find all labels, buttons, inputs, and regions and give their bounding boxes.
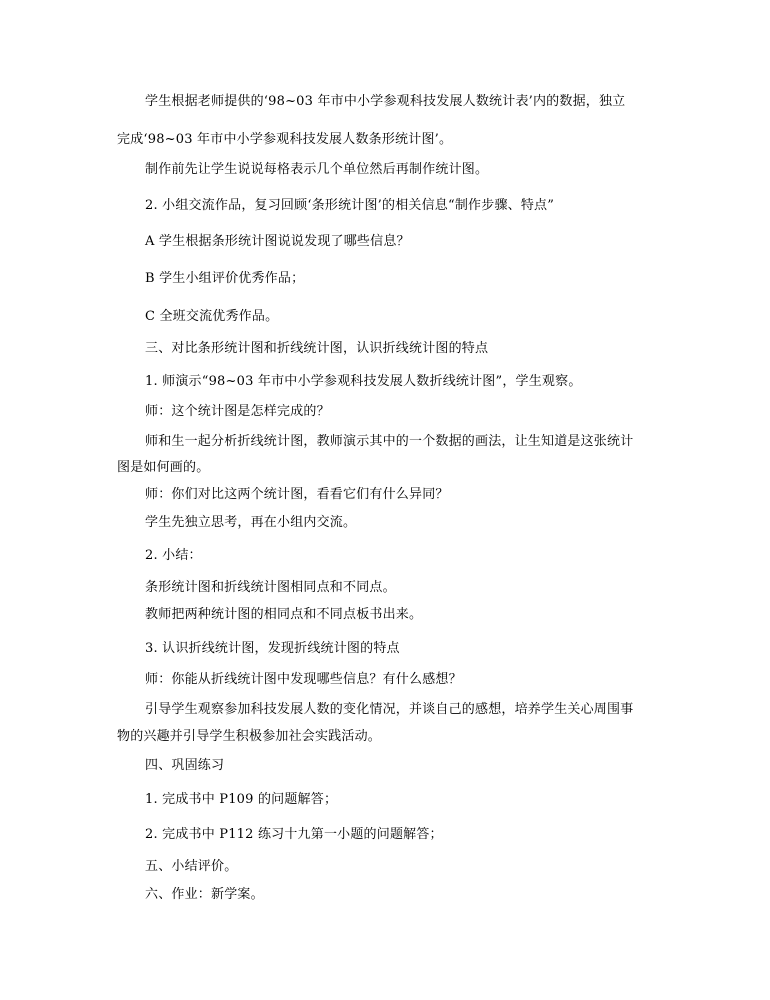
paragraph-line-17: 教师把两种统计图的相同点和不同点板书出来。 bbox=[145, 607, 423, 622]
paragraph-line-11: 师和生一起分析折线统计图，教师演示其中的一个数据的画法，让生知道是这张统计 bbox=[145, 434, 634, 449]
paragraph-line-10: 师：这个统计图是怎样完成的？ bbox=[145, 404, 330, 419]
paragraph-line-3: 制作前先让学生说说每格表示几个单位然后再制作统计图。 bbox=[145, 162, 489, 177]
paragraph-line-19: 师：你能从折线统计图中发现哪些信息？有什么感想？ bbox=[145, 672, 462, 687]
paragraph-line-5: A 学生根据条形统计图说说发现了哪些信息？ bbox=[145, 234, 410, 249]
section-heading-5: 五、小结评价。 bbox=[145, 859, 238, 874]
paragraph-line-16: 条形统计图和折线统计图相同点和不同点。 bbox=[145, 580, 396, 595]
paragraph-line-6: B 学生小组评价优秀作品； bbox=[145, 271, 305, 286]
paragraph-line-7: C 全班交流优秀作品。 bbox=[145, 309, 279, 324]
section-heading-6: 六、作业：新学案。 bbox=[145, 887, 264, 902]
paragraph-line-1: 学生根据老师提供的‘98~03 年市中小学参观科技发展人数统计表’内的数据，独立 bbox=[145, 94, 626, 109]
paragraph-line-9: 1. 师演示“98~03 年市中小学参观科技发展人数折线统计图”，学生观察。 bbox=[145, 374, 582, 389]
paragraph-line-12: 图是如何画的。 bbox=[117, 460, 210, 475]
paragraph-line-23: 1. 完成书中 P109 的问题解答； bbox=[145, 792, 338, 807]
paragraph-line-4: 2. 小组交流作品，复习回顾‘条形统计图’的相关信息“制作步骤、特点” bbox=[145, 198, 555, 213]
section-heading-3: 三、对比条形统计图和折线统计图，认识折线统计图的特点 bbox=[145, 341, 489, 356]
paragraph-line-2: 完成‘98~03 年市中小学参观科技发展人数条形统计图’。 bbox=[117, 132, 453, 147]
paragraph-line-15: 2. 小结： bbox=[145, 548, 202, 563]
paragraph-line-13: 师：你们对比这两个统计图，看看它们有什么异同？ bbox=[145, 487, 449, 502]
paragraph-line-24: 2. 完成书中 P112 练习十九第一小题的问题解答； bbox=[145, 827, 443, 842]
paragraph-line-21: 物的兴趣并引导学生积极参加社会实践活动。 bbox=[117, 729, 382, 744]
paragraph-line-14: 学生先独立思考，再在小组内交流。 bbox=[145, 515, 357, 530]
section-heading-4: 四、巩固练习 bbox=[145, 758, 225, 773]
paragraph-line-18: 3. 认识折线统计图，发现折线统计图的特点 bbox=[145, 641, 400, 656]
paragraph-line-20: 引导学生观察参加科技发展人数的变化情况，并谈自己的感想，培养学生关心周围事 bbox=[145, 702, 634, 717]
